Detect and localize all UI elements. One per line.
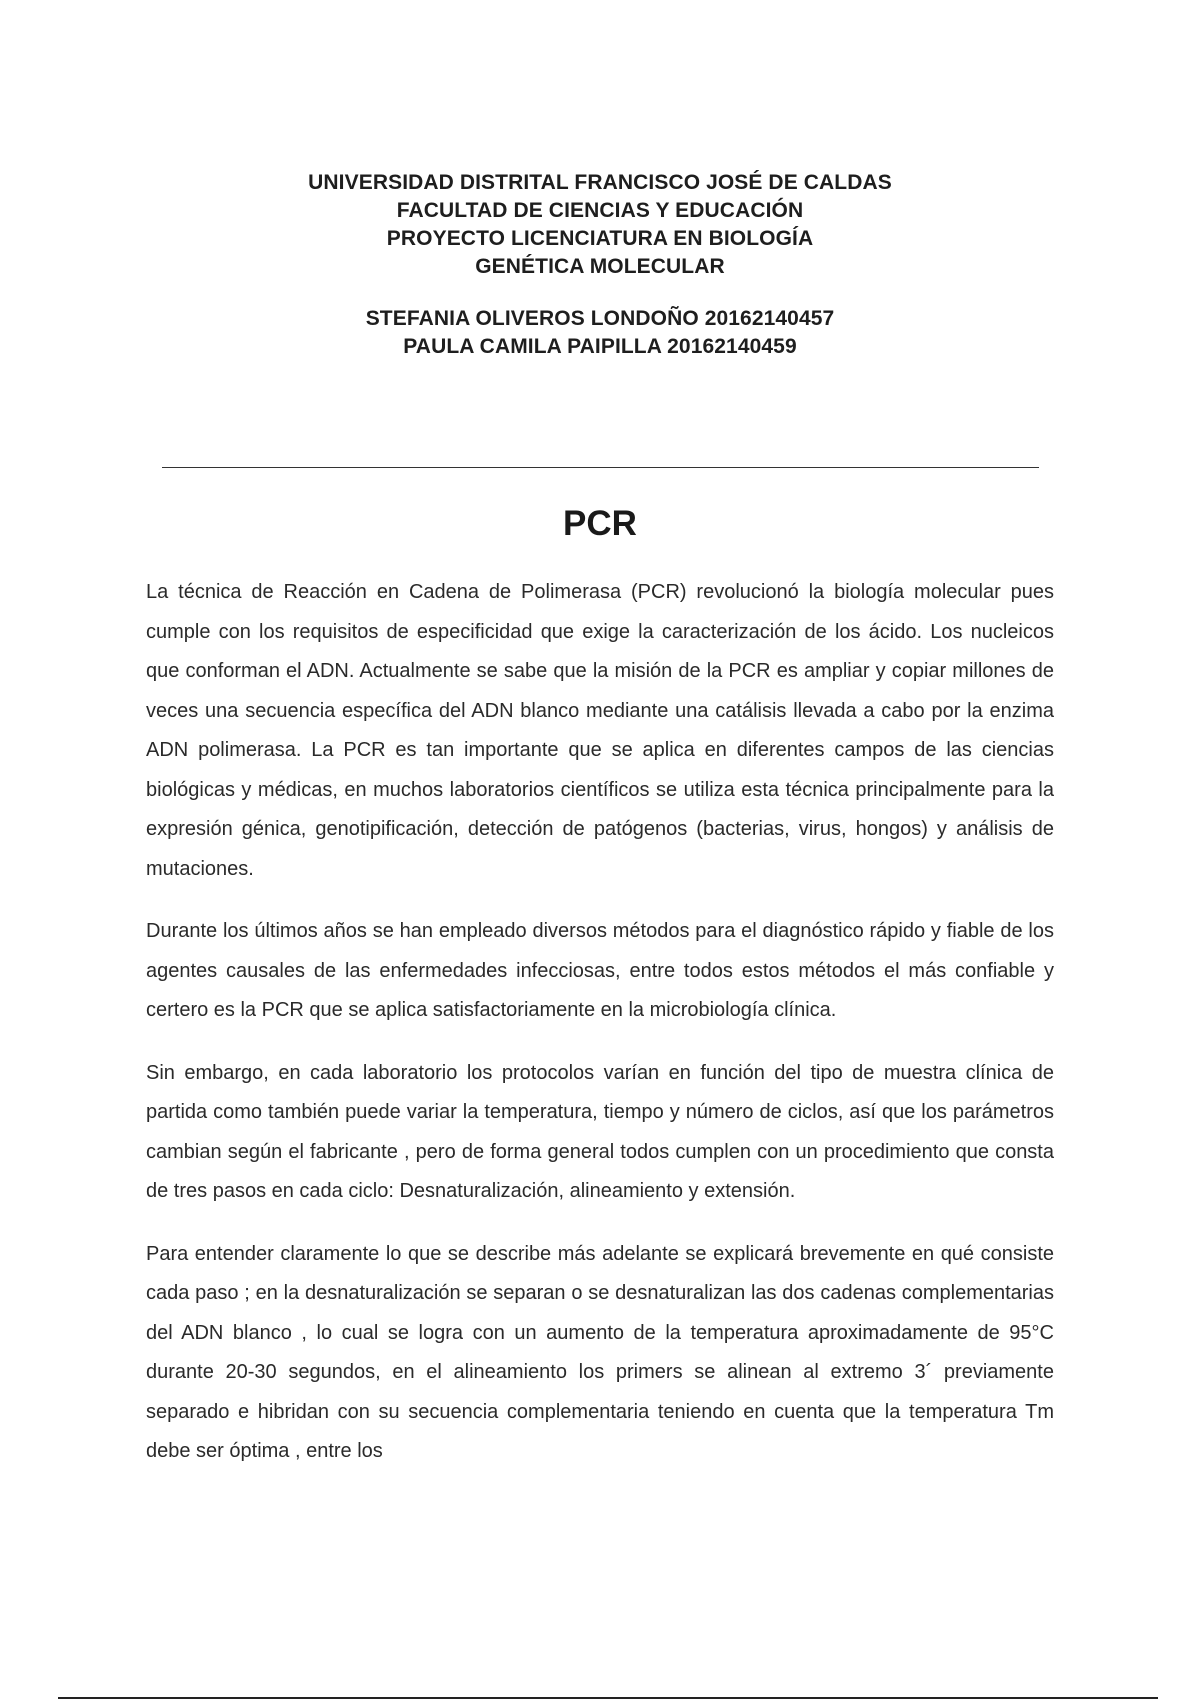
page-bottom-rule [58, 1697, 1158, 1699]
authors-list [0, 305, 1200, 361]
institution-header [0, 169, 1200, 281]
document-body [146, 573, 1054, 1495]
title-separator-line [162, 467, 1039, 468]
faculty-name: FACULTAD DE CIENCIAS Y EDUCACIÓN [396, 199, 804, 222]
author-1: STEFANIA OLIVEROS LONDOÑO 20162140457 [365, 307, 835, 330]
paragraph-diagnosis: Durante los últimos años se han empleado diversos métodos para el diagnóstico rápido y fiable de los agentes causales de las enfermedades infecciosas, entre todos estos métodos el más confiable y certero es la PCR que se aplica satisfactoriamente en la microbiología clínica. [146, 920, 1054, 1021]
paragraph-intro: La técnica de Reacción en Cadena de Polimerasa (PCR) revolucionó la biología molecular pues cumple con los requisitos de especificidad que exige la caracterización de los ácido. Los nucleicos que conforman el ADN. Actualmente se sabe que la misión de la PCR es ampliar y copiar millones de veces una secuencia específica del ADN blanco mediante una catálisis llevada a cabo por la enzima ADN polimerasa. La PCR es tan importante que se aplica en diferentes campos de las ciencias biológicas y médicas, en muchos laboratorios científicos se utiliza esta técnica principalmente para la expresión génica, genotipificación, detección de patógenos (bacterias, virus, hongos) y análisis de mutaciones. [146, 581, 1054, 880]
paragraph-protocols: Sin embargo, en cada laboratorio los protocolos varían en función del tipo de muestra clínica de partida como también puede variar la temperatura, tiempo y número de ciclos, así que los parámetros cambian según el fabricante , pero de forma general todos cumplen con un procedimiento que consta de tres pasos en cada ciclo: Desnaturalización, alineamiento y extensión. [146, 1061, 1054, 1202]
program-name: PROYECTO LICENCIATURA EN BIOLOGÍA [386, 227, 814, 250]
university-name: UNIVERSIDAD DISTRITAL FRANCISCO JOSÉ DE CALDAS [308, 171, 892, 194]
author-2: PAULA CAMILA PAIPILLA 20162140459 [403, 335, 797, 358]
course-name: GENÉTICA MOLECULAR [475, 255, 725, 278]
paragraph-steps: Para entender claramente lo que se describe más adelante se explicará brevemente en qué consiste cada paso ; en la desnaturalización se separan o se desnaturalizan las dos cadenas complementarias del ADN blanco , lo cual se logra con un aumento de la temperatura aproximadamente de 95°C durante 20-30 segundos, en el alineamiento los primers se alinean al extremo 3´ previamente separado e hibridan con su secuencia complementaria teniendo en cuenta que la temperatura Tm debe ser óptima , entre los [146, 1242, 1054, 1462]
document-title: PCR [563, 504, 637, 543]
